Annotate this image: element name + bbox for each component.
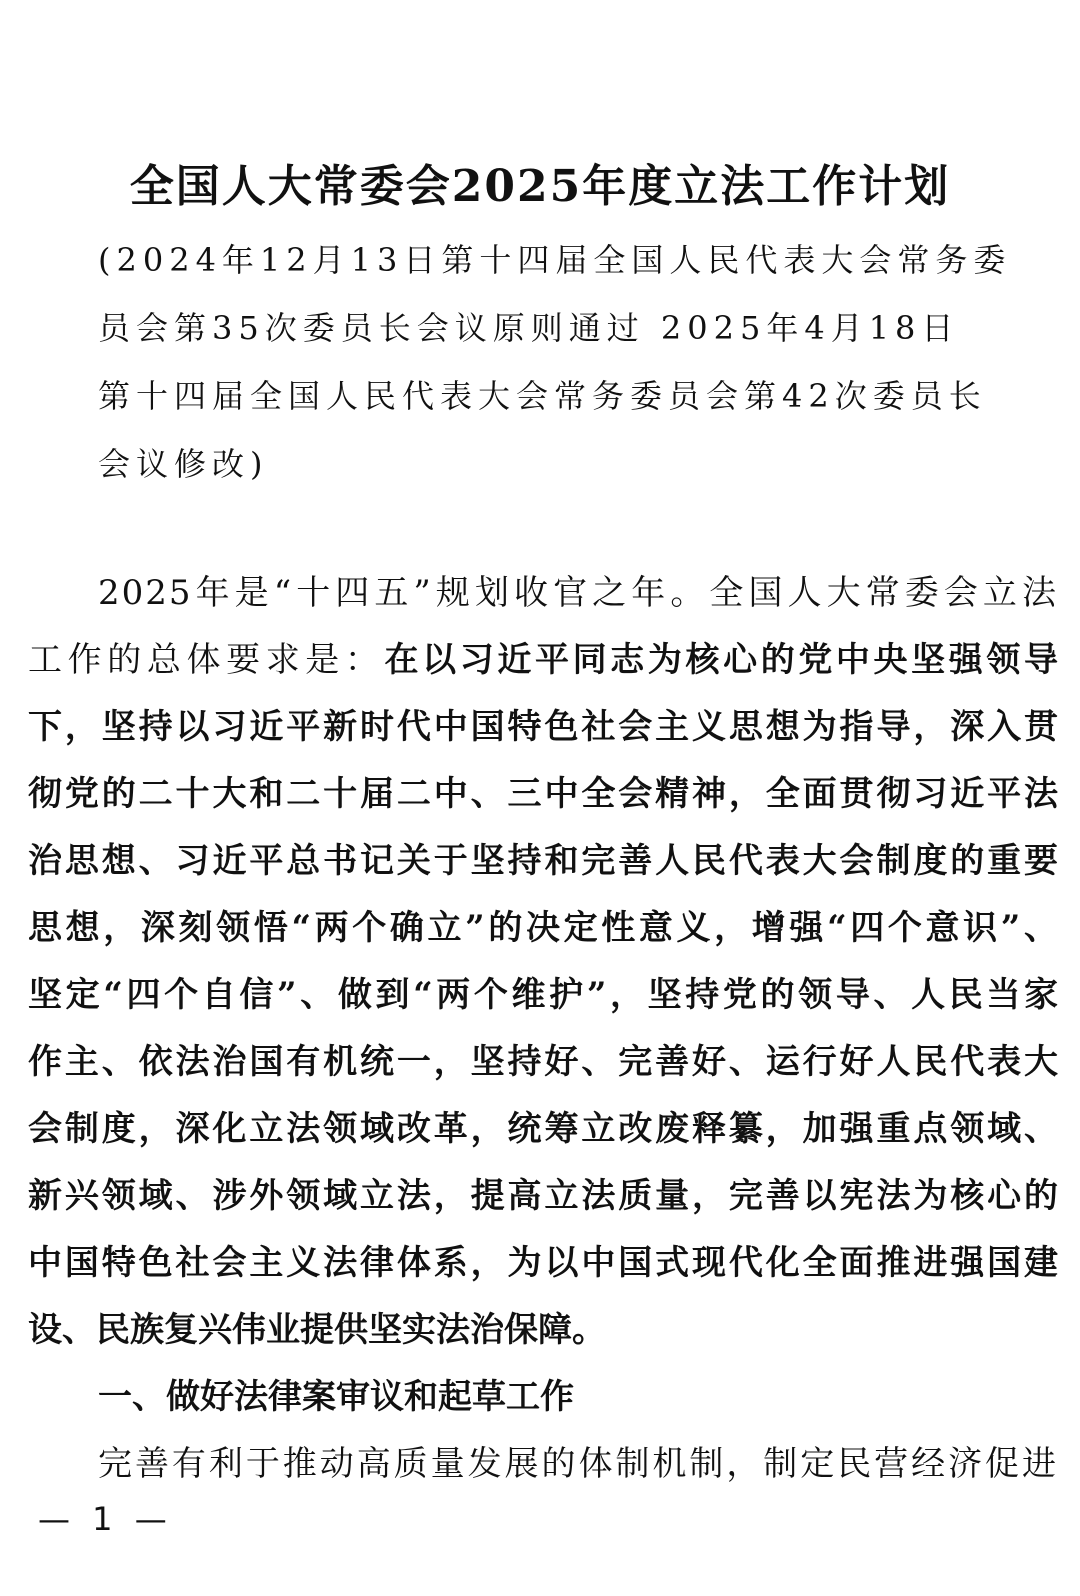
document-body xyxy=(28,560,1058,1498)
paragraph-line: 思想，深刻领悟“两个确立”的决定性意义，增强“四个意识”、 xyxy=(28,908,1058,948)
paragraph-line: 作主、依法治国有机统一，坚持好、完善好、运行好人民代表大 xyxy=(28,1042,1058,1082)
document-title: 全国人大常委会2025年度立法工作计划 xyxy=(129,161,951,212)
paragraph-line: 新兴领域、涉外领域立法，提高立法质量，完善以宪法为核心的 xyxy=(28,1176,1058,1216)
paragraph-line: 会制度，深化立法领域改革，统筹立改废释纂，加强重点领域、 xyxy=(28,1109,1058,1149)
paragraph-plain-text: 工作的总体要求是： xyxy=(28,640,385,680)
paragraph-line: 彻党的二十大和二十届二中、三中全会精神，全面贯彻习近平法 xyxy=(28,774,1058,814)
section-heading: 一、做好法律案审议和起草工作 xyxy=(98,1377,574,1417)
paragraph-bold-text: 在以习近平同志为核心的党中央坚强领导 xyxy=(384,640,1059,680)
paragraph-line: 中国特色社会主义法律体系，为以中国式现代化全面推进强国建 xyxy=(28,1243,1058,1283)
subtitle-line: 会议修改) xyxy=(98,445,269,483)
subtitle-line: 员会第35次委员长会议原则通过 2025年4月18日 xyxy=(98,309,960,347)
page-number: — 1 — xyxy=(38,1500,173,1538)
document-subtitle xyxy=(98,226,1012,498)
subtitle-line: (2024年12月13日第十四届全国人民代表大会常务委 xyxy=(98,241,1012,279)
paragraph-line: 设、民族复兴伟业提供坚实法治保障。 xyxy=(28,1310,606,1350)
paragraph-line: 2025年是“十四五”规划收官之年。全国人大常委会立法 xyxy=(98,573,1058,613)
paragraph-line: 下，坚持以习近平新时代中国特色社会主义思想为指导，深入贯 xyxy=(28,707,1058,747)
subtitle-line: 第十四届全国人民代表大会常务委员会第42次委员长 xyxy=(98,377,987,415)
paragraph-line: 坚定“四个自信”、做到“两个维护”，坚持党的领导、人民当家 xyxy=(28,975,1058,1015)
paragraph-line: 完善有利于推动高质量发展的体制机制，制定民营经济促进 xyxy=(98,1444,1058,1484)
paragraph-line xyxy=(28,627,1058,694)
paragraph-line: 治思想、习近平总书记关于坚持和完善人民代表大会制度的重要 xyxy=(28,841,1058,881)
